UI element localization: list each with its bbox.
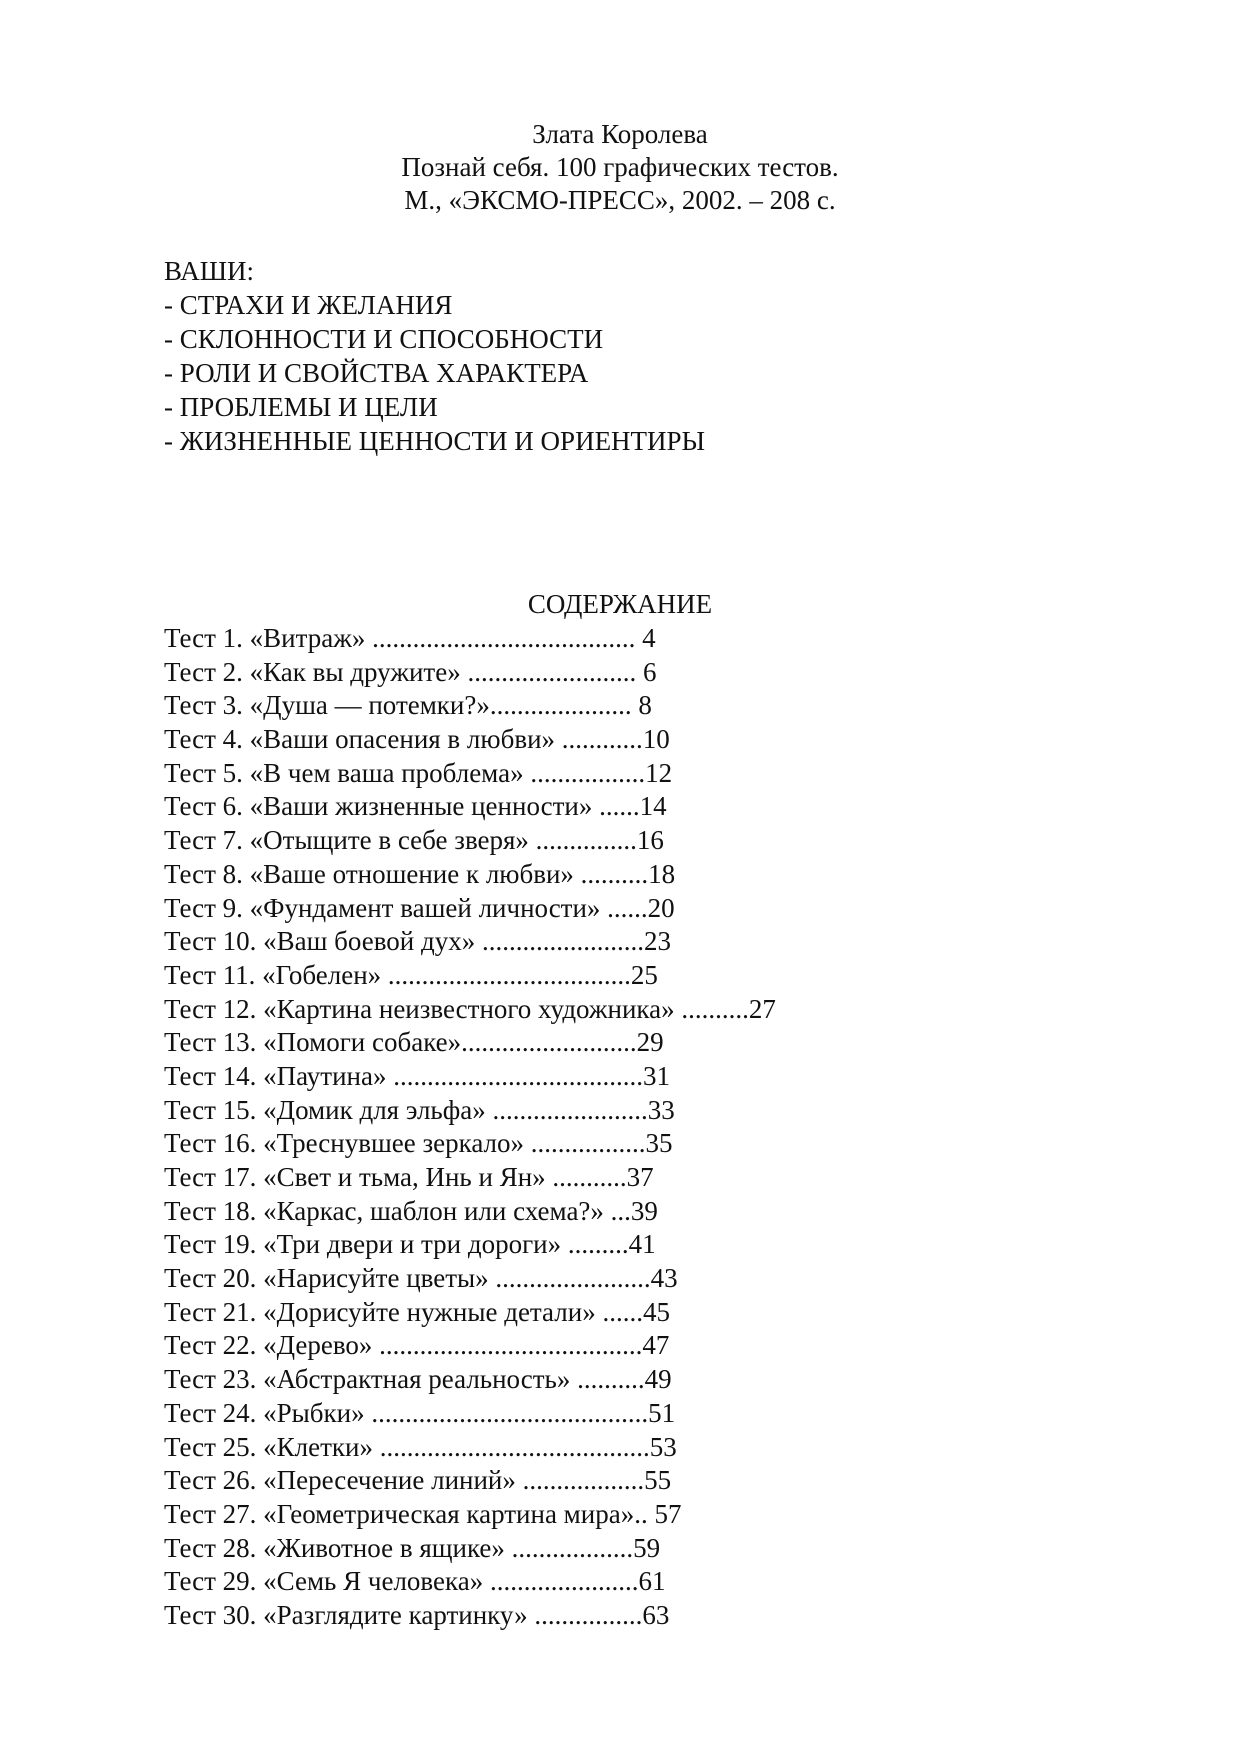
toc-entry: Тест 11. «Гобелен» ....................................25	[164, 959, 658, 990]
book-header	[0, 118, 1240, 217]
yours-list	[164, 254, 705, 458]
toc-entry: Тест 22. «Дерево» .......................................47	[164, 1330, 670, 1361]
yours-item: - СТРАХИ И ЖЕЛАНИЯ	[164, 290, 453, 320]
toc-entry: Тест 24. «Рыбки» .........................................51	[164, 1397, 676, 1428]
toc-title	[0, 587, 1240, 621]
toc-entry: Тест 12. «Картина неизвестного художника» ..........27	[164, 993, 776, 1024]
yours-item: - ЖИЗНЕННЫЕ ЦЕННОСТИ И ОРИЕНТИРЫ	[164, 426, 706, 456]
toc-title-text: СОДЕРЖАНИЕ	[527, 589, 713, 619]
toc-entry: Тест 1. «Витраж» ....................................... 4	[164, 623, 656, 653]
toc-entry: Тест 3. «Душа — потемки?»..................... 8	[164, 690, 652, 721]
toc-entry: Тест 29. «Семь Я человека» ......................61	[164, 1566, 666, 1597]
toc-entry: Тест 19. «Три двери и три дороги» .........41	[164, 1229, 656, 1260]
toc-entry: Тест 23. «Абстрактная реальность» ..........49	[164, 1364, 672, 1395]
toc-entry: Тест 2. «Как вы дружите» ......................... 6	[164, 656, 657, 687]
yours-item: - РОЛИ И СВОЙСТВА ХАРАКТЕРА	[164, 358, 589, 388]
book-imprint: М., «ЭКСМО-ПРЕСС», 2002. – 208 с.	[404, 185, 836, 215]
toc-entry: Тест 30. «Разглядите картинку» ................63	[164, 1599, 670, 1630]
author-name: Злата Королева	[532, 119, 708, 149]
toc-entry: Тест 4. «Ваши опасения в любви» ............10	[164, 724, 670, 755]
toc-entry: Тест 9. «Фундамент вашей личности» ......20	[164, 892, 675, 923]
toc-entry: Тест 14. «Паутина» .....................................31	[164, 1060, 670, 1091]
yours-item: - СКЛОННОСТИ И СПОСОБНОСТИ	[164, 324, 604, 354]
toc-entry: Тест 18. «Каркас, шаблон или схема?» ...39	[164, 1195, 658, 1226]
book-title: Познай себя. 100 графических тестов.	[401, 152, 839, 182]
toc-entry: Тест 17. «Свет и тьма, Инь и Ян» ...........37	[164, 1162, 654, 1192]
toc-entry: Тест 6. «Ваши жизненные ценности» ......14	[164, 791, 667, 822]
yours-heading: ВАШИ:	[164, 256, 255, 286]
toc-entry: Тест 27. «Геометрическая картина мира».. 57	[164, 1498, 682, 1529]
toc-entry: Тест 26. «Пересечение линий» ..................55	[164, 1465, 672, 1496]
toc-entry: Тест 25. «Клетки» ........................................53	[164, 1431, 677, 1462]
toc-entry: Тест 28. «Животное в ящике» ..................59	[164, 1532, 661, 1563]
toc-entry: Тест 15. «Домик для эльфа» .......................33	[164, 1094, 675, 1125]
yours-item: - ПРОБЛЕМЫ И ЦЕЛИ	[164, 392, 438, 422]
toc-entry: Тест 21. «Дорисуйте нужные детали» ......45	[164, 1296, 670, 1327]
toc-entry: Тест 7. «Отыщите в себе зверя» ...............16	[164, 825, 664, 856]
toc-entry: Тест 13. «Помоги собаке»..........................29	[164, 1027, 664, 1058]
toc-entry: Тест 5. «В чем ваша проблема» .................12	[164, 757, 673, 788]
toc-entry: Тест 8. «Ваше отношение к любви» ..........18	[164, 858, 676, 889]
toc-entry: Тест 16. «Треснувшее зеркало» .................35	[164, 1128, 673, 1159]
toc-entry: Тест 10. «Ваш боевой дух» ........................23	[164, 926, 671, 957]
toc-entry: Тест 20. «Нарисуйте цветы» .......................43	[164, 1263, 678, 1294]
table-of-contents	[164, 622, 776, 1633]
